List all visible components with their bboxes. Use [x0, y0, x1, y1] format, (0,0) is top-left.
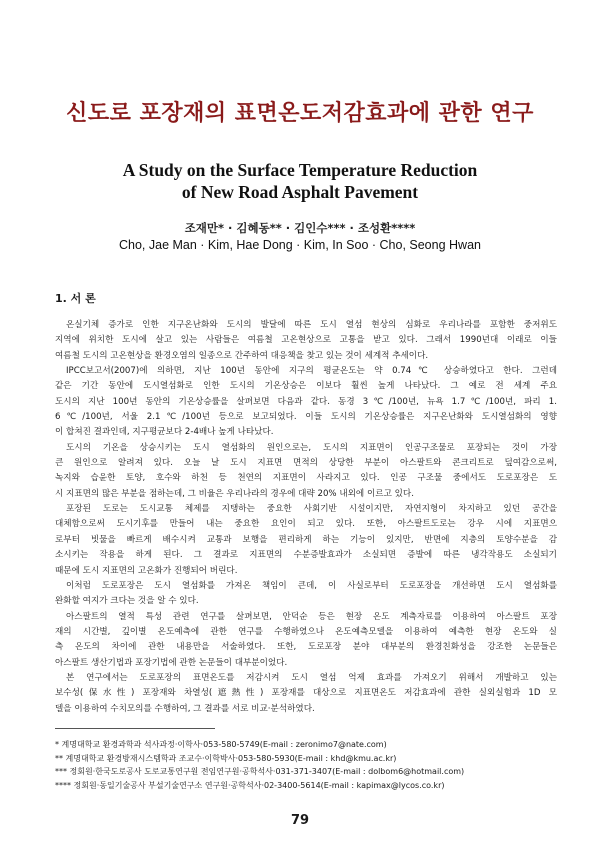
footnote: * 계명대학교 환경과학과 석사과정·이학사·053-580-5749(E-mail : zeronimo7@nate.com)	[55, 740, 387, 749]
body-line: 측 온도의 차이에 관한 내용만을 서술하였다. 또한, 도로포장 분야 대부분의 환경친화성을 강조한 논문들은	[55, 642, 557, 653]
body-line: 같은 기간 동안에 도시열섬화로 인한 도시의 기온상승은 이보다 훨씬 높게 나타났다. 그 예로 전 세계 주요	[55, 381, 557, 392]
body-paragraph	[55, 441, 557, 502]
body-paragraph	[55, 318, 557, 364]
authors-korean: 조재만* · 김혜동** · 김인수*** · 조성환****	[184, 221, 416, 235]
authors-english: Cho, Jae Man · Kim, Hae Dong · Kim, In Soo · Cho, Seong Hwan	[119, 238, 481, 252]
body-line: 보수성(保水性) 포장재와 차열성(遮熱性) 포장재를 대상으로 지표면온도 저감효과에 관한 실외실험과 1D 모	[55, 688, 557, 699]
paper-title-english-line-1: A Study on the Surface Temperature Reduction	[122, 160, 478, 180]
body-line: 아스팔트 생산기법과 포장기법에 관한 논문들이 대부분이었다.	[55, 657, 288, 668]
body-line: 완화할 여지가 크다는 것을 알 수 있다.	[55, 596, 199, 607]
body-line: 때문에 도시 지표면의 고온화가 진행되어 버린다.	[55, 565, 238, 576]
page-number: 79	[290, 813, 310, 828]
body-line: 소시키는 작용을 하게 된다. 그 결과로 지표면의 수분증발효과가 소실되면 증발에 따른 냉각작용도 소실되기	[55, 550, 557, 561]
paper-title-english-line-2: of New Road Asphalt Pavement	[181, 182, 419, 202]
body-line: 6℃/100년, 서울 2.1℃/100년 등으로 보고되었다. 이들 도시의 기온상승률은 지구온난화와 도시열섬화의 영향	[55, 412, 557, 423]
body-line: 본 연구에서는 도로포장의 표면온도를 저감시켜 도시 열섬 억제 효과를 가져오기 위해서 개발하고 있는	[66, 672, 557, 683]
body-line: 도시의 지난 100년 동안의 기온상승률을 살펴보면 다음과 같다. 동경 3℃/100년, 뉴욕 1.7℃/100년, 파리 1.	[55, 396, 557, 407]
body-line: 이처럼 도로포장은 도시 열섬화를 가져온 책임이 큰데, 이 사실로부터 도로포장을 개선하면 도시 열섬화를	[66, 580, 557, 591]
body-line: 큰 원인으로 알려져 있다. 오늘 날 도시 지표면 면적의 상당한 부분이 아스팔트와 콘크리트로 덮여감으로써,	[55, 458, 557, 469]
body-line: IPCC보고서(2007)에 의하면, 지난 100년 동안에 지구의 평균온도는 약 0.74℃ 상승하였다고 한다. 그런데	[66, 366, 557, 377]
body-line: 포장된 도로는 도시교통 체제를 지탱하는 중요한 사회기반 시설이지만, 자연지형이 차지하고 있던 공간을	[66, 504, 557, 515]
footnote: **** 정회원·동일기술공사 부설기술연구소 연구원·공학석사·02-3400-5614(E-mail : kapimax@lycos.co.kr)	[55, 780, 445, 790]
body-line: 아스팔트의 열적 특성 관련 연구를 살펴보면, 안덕순 등은 현장 온도 계측자료를 이용하여 아스팔트 포장	[66, 611, 557, 622]
footnotes	[55, 738, 557, 792]
body-line: 이 합쳐진 결과인데, 지구평균보다 2-4배나 높게 나타났다.	[55, 427, 274, 438]
footnote: *** 정회원·한국도로공사 도로교통연구원 전임연구원·공학석사·031-371-3407(E-mail : dolbom6@hotmail.com)	[55, 767, 465, 776]
paper-title-korean: 신도로 포장재의 표면온도저감효과에 관한 연구	[66, 101, 534, 126]
body-paragraph	[55, 579, 557, 610]
body-paragraph	[55, 502, 557, 579]
body-paragraph	[55, 671, 557, 717]
body-line: 지역에 위치한 도시에 살고 있는 사람들은 여름철 고온현상으로 고통을 받고 있다. 그래서 1990년대 이래로 이들	[55, 335, 557, 346]
body-paragraph	[55, 364, 557, 441]
body-line: 로부터 빗물을 빠르게 배수시켜 교통과 보행을 편리하게 하는 기능이 있지만, 반면에 지층의 토양수분을 감	[55, 534, 557, 545]
body-line: 시 지표면의 많은 부분을 점하는데, 그 비율은 우리나라의 경우에 대략 20% 내외에 이르고 있다.	[55, 488, 414, 499]
body-line: 대체함으로써 도시기후를 만들어 내는 중요한 요인이 되고 있다. 또한, 아스팔트도로는 강우 시에 지표면으	[55, 519, 557, 530]
footnote-rule	[55, 728, 215, 729]
body-line: 온실기체 증가로 인한 지구온난화와 도시의 발달에 따른 도시 열섬 현상의 심화로 우리나라를 포함한 중저위도	[66, 320, 557, 330]
footnote: ** 계명대학교 환경방재시스템학과 조교수·이학박사·053-580-5930(E-mail : khd@kmu.ac.kr)	[55, 753, 397, 763]
body-line: 여름철 도시의 고온현상을 환경오염의 일종으로 간주하여 대응책을 찾고 있는 것이 세계적 추세이다.	[55, 350, 429, 361]
section-heading: 1. 서 론	[55, 292, 96, 305]
body-line: 재의 시간별, 깊이별 온도예측에 관한 연구를 수행하였으나 온도예측모델을 이용하여 예측한 현장 온도와 실	[55, 626, 557, 637]
body-text	[55, 318, 557, 717]
body-line: 도시의 기온을 상승시키는 도시 열섬화의 원인으로는, 도시의 지표면이 인공구조물로 포장되는 것이 가장	[66, 442, 557, 453]
body-paragraph	[55, 610, 557, 671]
body-line: 녹지와 습윤한 토양, 호수와 하천 등 천연의 지표면이 사라지고 있다. 인공 구조물 중에서도 도로포장은 도	[55, 473, 557, 484]
body-line: 델을 이용하여 수치모의를 수행하여, 그 결과를 서로 비교·분석하였다.	[55, 703, 315, 714]
